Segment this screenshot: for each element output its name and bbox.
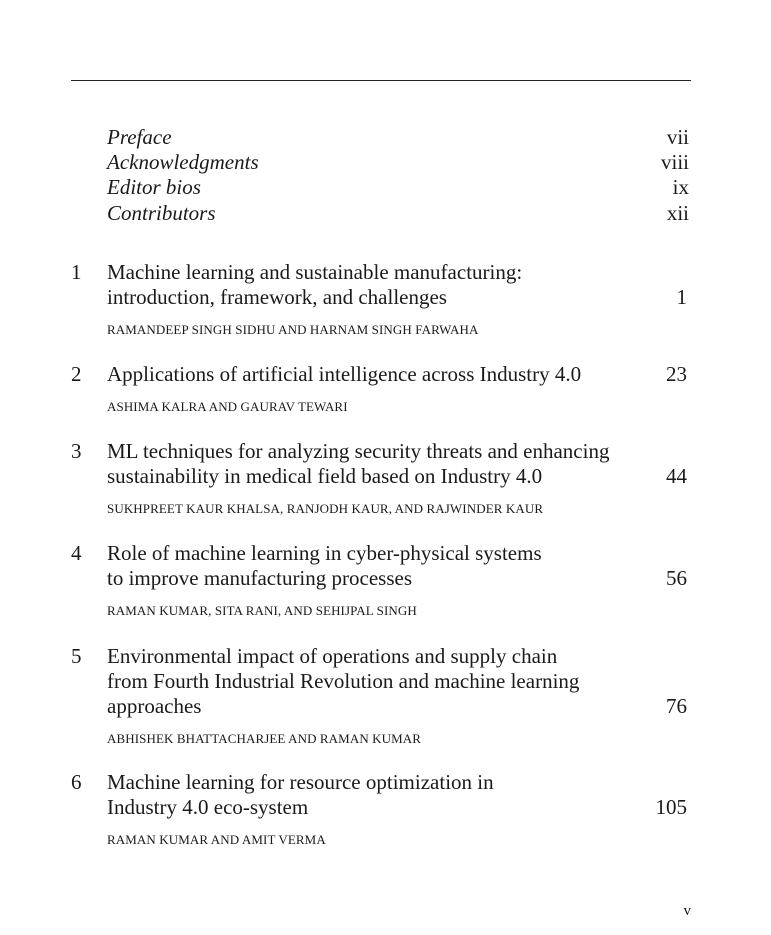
chapter-page: 76	[666, 694, 687, 718]
chapter-title-line-last	[107, 285, 687, 310]
chapter-number: 5	[71, 644, 82, 668]
toc-front-preface[interactable]	[107, 125, 689, 150]
toc-front-editor-bios[interactable]	[107, 175, 689, 200]
chapter-authors: ASHIMA KALRA AND GAURAV TEWARI	[107, 399, 348, 414]
page-folio: v	[683, 903, 691, 919]
chapter-title-text: approaches	[107, 694, 202, 718]
toc-front-contributors[interactable]	[107, 201, 689, 226]
chapter-title-text: to improve manufacturing processes	[107, 566, 412, 590]
chapter-title-line: ML techniques for analyzing security threats and enhancing	[107, 439, 610, 463]
chapter-page: 44	[666, 464, 687, 488]
front-title: Contributors	[107, 201, 216, 225]
front-page: xii	[666, 201, 689, 225]
chapter-page: 56	[666, 566, 687, 590]
chapter-title-text: introduction, framework, and challenges	[107, 285, 447, 309]
chapter-title-line-last	[107, 694, 687, 719]
chapter-title-text: sustainability in medical field based on Industry 4.0	[107, 464, 543, 488]
chapter-page: 23	[666, 362, 687, 386]
toc-front-acknowledgments[interactable]	[107, 150, 689, 175]
chapter-authors: ABHISHEK BHATTACHARJEE AND RAMAN KUMAR	[107, 731, 422, 746]
front-title: Acknowledgments	[107, 150, 259, 174]
chapter-title-line: Role of machine learning in cyber-physical systems	[107, 541, 542, 565]
chapter-authors: SUKHPREET KAUR KHALSA, RANJODH KAUR, AND RAJWINDER KAUR	[107, 501, 544, 516]
chapter-number: 3	[71, 439, 82, 463]
chapter-authors: RAMANDEEP SINGH SIDHU AND HARNAM SINGH FARWAHA	[107, 322, 479, 337]
front-page: viii	[660, 150, 689, 174]
chapter-number: 2	[71, 362, 82, 386]
front-page: vii	[666, 125, 689, 149]
chapter-title-text: Applications of artificial intelligence across Industry 4.0	[107, 362, 582, 386]
chapter-authors: RAMAN KUMAR AND AMIT VERMA	[107, 832, 326, 847]
chapter-title-line-last	[107, 566, 687, 591]
front-title: Editor bios	[107, 175, 201, 199]
chapter-page: 1	[676, 285, 687, 309]
top-rule	[71, 80, 691, 81]
chapter-title-line: Environmental impact of operations and supply chain	[107, 644, 558, 668]
chapter-title-line-last	[107, 464, 687, 489]
front-title: Preface	[107, 125, 172, 149]
chapter-title-line-last	[107, 795, 687, 820]
chapter-number: 6	[71, 770, 82, 794]
chapter-title-line-last	[107, 362, 687, 387]
chapter-number: 4	[71, 541, 82, 565]
chapter-title-line: from Fourth Industrial Revolution and machine learning	[107, 669, 580, 693]
chapter-title-line: Machine learning for resource optimization in	[107, 770, 494, 794]
chapter-page: 105	[655, 795, 687, 819]
chapter-title-text: Industry 4.0 eco-system	[107, 795, 309, 819]
chapter-title-line: Machine learning and sustainable manufacturing:	[107, 260, 523, 284]
chapter-number: 1	[71, 260, 82, 284]
front-page: ix	[672, 175, 689, 199]
chapter-authors: RAMAN KUMAR, SITA RANI, AND SEHIJPAL SINGH	[107, 603, 417, 618]
